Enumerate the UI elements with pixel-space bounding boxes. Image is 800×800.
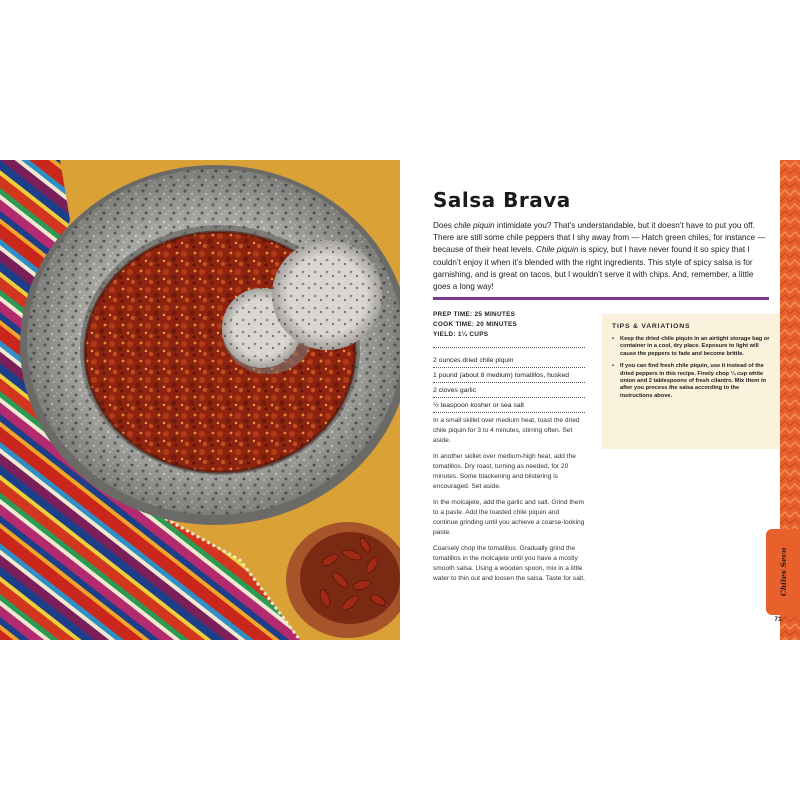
tips-box — [602, 314, 780, 449]
purple-divider — [433, 297, 769, 300]
bullet-icon: • — [612, 336, 614, 342]
tip-item — [612, 363, 770, 400]
recipe-intro — [433, 220, 768, 293]
meta-divider — [433, 347, 585, 348]
prep-time-value: 25 MINUTES — [474, 311, 516, 318]
book-spread — [0, 160, 800, 640]
tips-title: TIPS & VARIATIONS — [612, 323, 691, 330]
instruction-step: In another skillet over medium-high heat, add the tomatillos. Dry roast, turning as needed, for 20 minutes. Some blackening and blistering is encouraged. Set aside. — [433, 453, 576, 490]
yield-label: YIELD: — [433, 331, 456, 338]
intro-emphasis: Chile piquin — [536, 245, 579, 255]
cook-time-value: 20 MINUTES — [476, 321, 518, 328]
intro-emphasis: chile piquin — [454, 221, 495, 230]
ingredient-item: 2 ounces dried chile piquin — [433, 353, 585, 368]
tip-text: Keep the dried chile piquin in an airtight storage bag or container in a cool, dry place. Exposure to light will cause the peppers to fade and become brittle. — [620, 336, 770, 357]
intro-text: intimidate you? That’s understandable, but it doesn’t have to put you off. There are still some chile peppers that I shy away from — Hatch green chiles, for instance — because of their heat levels. — [433, 221, 766, 255]
page-number: 71 — [774, 616, 782, 623]
yield — [433, 330, 585, 340]
bullet-icon: • — [612, 363, 614, 370]
ingredient-list — [433, 353, 585, 413]
section-tab — [766, 529, 800, 615]
section-tab-label: Chiles Seco — [778, 547, 788, 597]
prep-time-label: PREP TIME: — [433, 311, 473, 318]
ingredient-item: 2 cloves garlic — [433, 383, 585, 398]
yield-value: 1¼ CUPS — [457, 331, 489, 338]
recipe-page — [400, 160, 800, 640]
salsa-photo — [0, 160, 400, 640]
intro-text: is spicy, but I have never found it so spicy that I couldn’t enjoy it when it’s blended with the right ingredients. This style of spicy salsa is for garnishing, and is great on tacos, but I wouldn’t serve it with chips. And, remember, a little goes a long way! — [433, 245, 754, 292]
instruction-step: In a small skillet over medium heat, toast the dried chile piquin for 3 to 4 minutes, stirring often. Set aside. — [433, 417, 580, 444]
cook-time — [433, 320, 585, 330]
tip-item — [612, 336, 770, 358]
recipe-title: Salsa Brava — [433, 188, 571, 212]
ingredient-item: 1 pound (about 8 medium) tomatillos, husked — [433, 368, 585, 383]
ingredient-item: ½ teaspoon kosher or sea salt — [433, 398, 585, 413]
intro-text: Does — [433, 221, 455, 230]
tip-text: If you can find fresh chile piquin, use it instead of the dried peppers in this recipe. Finely chop ¼ cup white onion and 2 tablespoons of fresh cilantro. Mix them in after you process the salsa according to the instructions above. — [620, 363, 766, 399]
cook-time-label: COOK TIME: — [433, 321, 475, 328]
instruction-step: Coarsely chop the tomatillos. Gradually grind the tomatillos in the molcajete until you have a mostly smooth salsa. Using a wooden spoon, mix in a little water to thin out and loosen the salsa. Taste for salt. — [433, 545, 585, 582]
prep-time — [433, 310, 585, 320]
instruction-step: In the molcajete, add the garlic and salt. Grind them to a paste. Add the toasted chile piquin and continue grinding until you achieve a coarse-looking paste. — [433, 499, 585, 536]
recipe-meta — [433, 310, 585, 340]
instructions — [433, 416, 585, 590]
